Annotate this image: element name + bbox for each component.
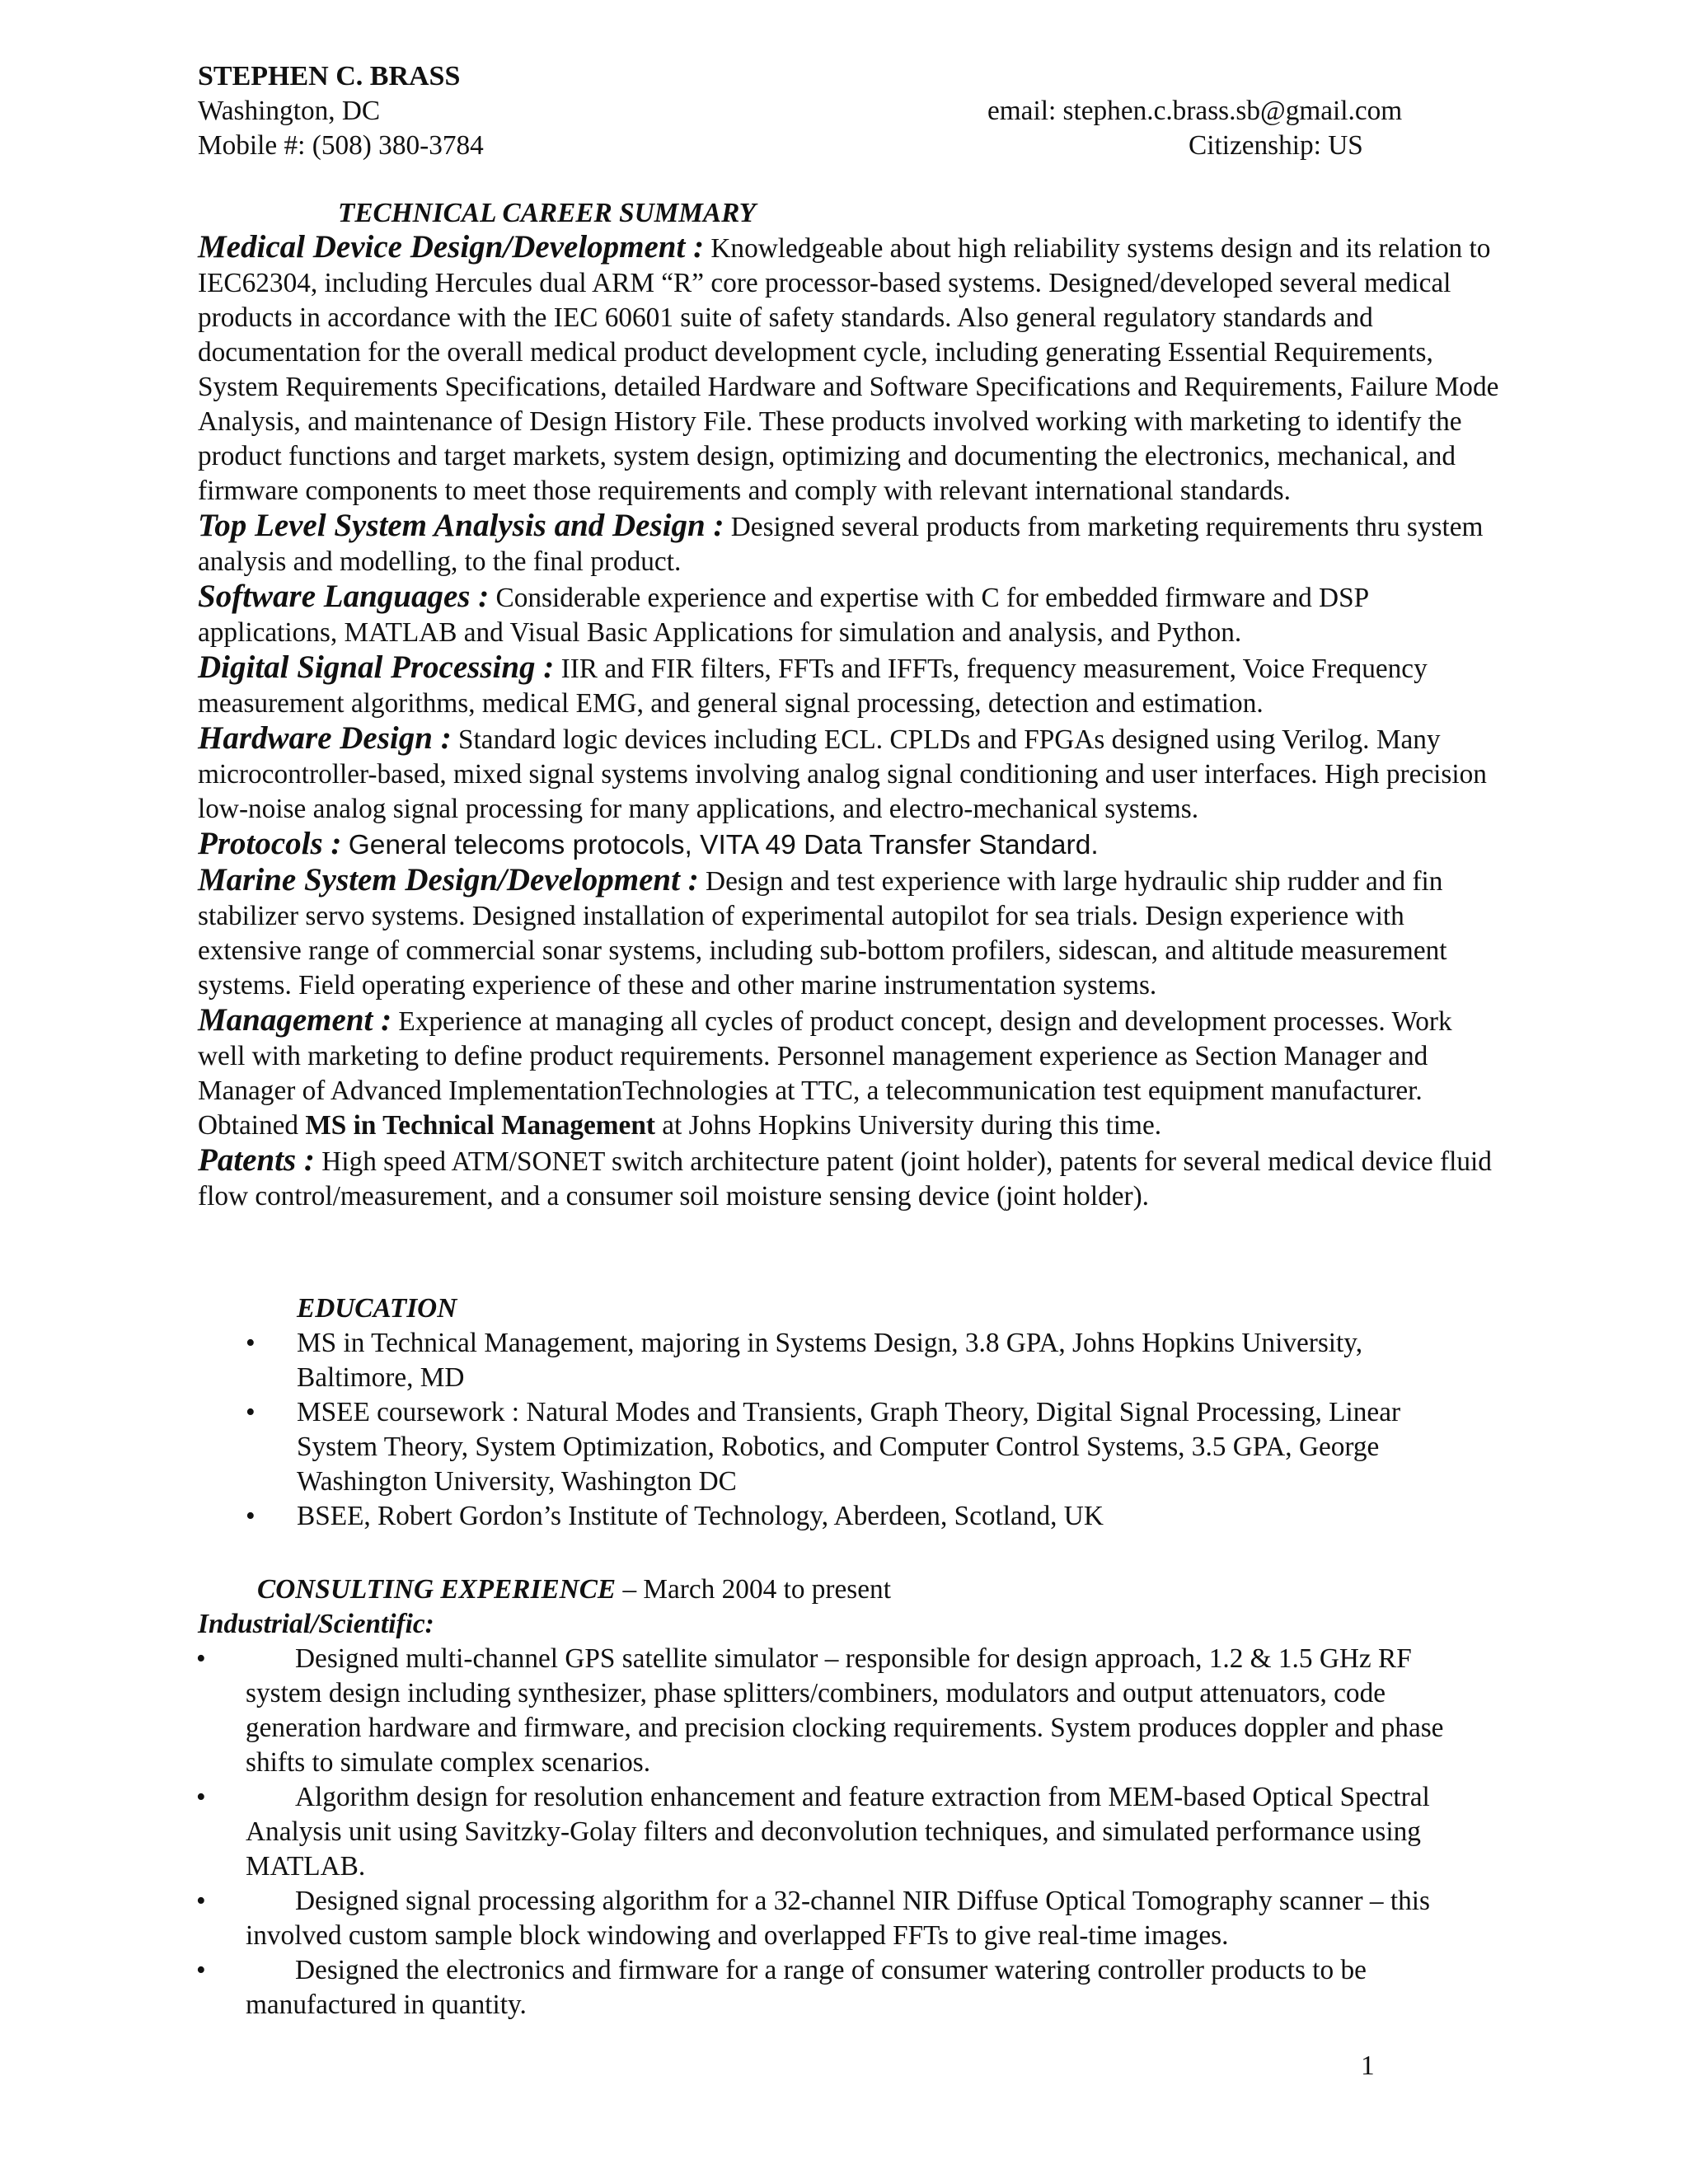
summary-term: Protocols : (198, 826, 342, 861)
bullet-icon: • (246, 1397, 256, 1427)
summary-text: IIR and FIR filters, FFTs and IFFTs, frequency measurement, Voice Frequency measurement algorithms, medical EMG, and general signal processing, detection and estimation. (198, 654, 1428, 719)
education-text: BSEE, Robert Gordon’s Institute of Technology, Aberdeen, Scotland, UK (297, 1501, 1104, 1531)
summary-term: Software Languages : (198, 579, 490, 614)
list-item (196, 1642, 1482, 1780)
summary-item (198, 650, 1500, 721)
list-item (246, 1499, 1441, 1534)
bullet-icon: • (246, 1328, 256, 1358)
section-title-summary: TECHNICAL CAREER SUMMARY (338, 198, 757, 228)
summary-term: Marine System Design/Development : (198, 862, 699, 898)
summary-term: Top Level System Analysis and Design : (198, 508, 724, 543)
mobile-number: Mobile #: (508) 380-3784 (198, 130, 484, 161)
summary-item (198, 1003, 1500, 1143)
list-item (246, 1326, 1441, 1395)
bullet-icon: • (196, 1782, 206, 1812)
list-item (196, 1953, 1482, 2022)
email-address[interactable]: email: stephen.c.brass.sb@gmail.com (987, 96, 1403, 126)
summary-item (198, 509, 1500, 579)
summary-text: Knowledgeable about high reliability systems design and its relation to IEC62304, including Hercules dual ARM “R” core processor-based systems. Designed/developed several medical products in accordance with the IEC 60601 suite of safety standards. Also general regulatory standards and documentation for the overall medical product development cycle, including generating Essential Requirements, System Requirements Specifications, detailed Hardware and Software Specifications and Requirements, Failure Mode Analysis, and maintenance of Design History File. These products involved working with marketing to identify the product functions and target markets, system design, optimizing and documenting the electronics, mechanical, and firmware components to meet those requirements and comply with relevant international standards. (198, 233, 1499, 506)
summary-text: Design and test experience with large hydraulic ship rudder and fin stabilizer servo systems. Designed installation of experimental autopilot for sea trials. Design experience with extensive range of commercial sonar systems, including sub-bottom profilers, sidescan, and altitude measurement systems. Field operating experience of these and other marine instrumentation systems. (198, 866, 1447, 1001)
list-item (196, 1884, 1482, 1953)
education-list (246, 1326, 1441, 1534)
consulting-text: Designed multi-channel GPS satellite simulator – responsible for design approach, 1.2 & 1.5 GHz RF system design including synthesizer, phase splitters/combiners, modulators and output attenuators, code generation hardware and firmware, and precision clocking requirements. System produces doppler and phase shifts to simulate complex scenarios. (246, 1643, 1444, 1778)
consulting-text: Designed signal processing algorithm for a 32-channel NIR Diffuse Optical Tomography scanner – this involved custom sample block windowing and overlapped FFTs to give real-time images. (246, 1886, 1431, 1951)
summary-item (198, 827, 1500, 863)
list-item (246, 1395, 1441, 1499)
summary-item (198, 721, 1500, 827)
summary-text: Considerable experience and expertise with C for embedded firmware and DSP applications, MATLAB and Visual Basic Applications for simulation and analysis, and Python. (198, 583, 1368, 648)
summary-text: Experience at managing all cycles of product concept, design and development processes. Work well with marketing to define product requirements. Personnel management experience as Section Manager and Manager of Advanced ImplementationTechnologies at TTC, a telecommunication test equipment manufacturer. Obtained (198, 1006, 1452, 1141)
career-summary (198, 230, 1500, 1214)
summary-bold-text: MS in Technical Management (305, 1110, 655, 1141)
summary-item (198, 863, 1500, 1003)
bullet-icon: • (196, 1955, 206, 1985)
citizenship: Citizenship: US (1189, 130, 1363, 161)
education-text: MS in Technical Management, majoring in Systems Design, 3.8 GPA, Johns Hopkins University, Baltimore, MD (297, 1328, 1363, 1393)
summary-text: Designed several products from marketing requirements thru system analysis and modelling, to the final product. (198, 512, 1484, 577)
consulting-dates: – March 2004 to present (616, 1574, 891, 1605)
bullet-icon: • (196, 1886, 206, 1916)
page-number: 1 (1361, 2050, 1375, 2081)
location: Washington, DC (198, 96, 381, 126)
summary-text: Standard logic devices including ECL. CPLDs and FPGAs designed using Verilog. Many microcontroller-based, mixed signal systems involving analog signal conditioning and user interfaces. High precision low-noise analog signal processing for many applications, and electro-mechanical systems. (198, 724, 1487, 824)
summary-term: Management : (198, 1002, 392, 1038)
consulting-list (196, 1642, 1482, 2022)
summary-term: Patents : (198, 1142, 315, 1178)
summary-item (198, 579, 1500, 650)
summary-text: High speed ATM/SONET switch architecture patent (joint holder), patents for several medical device fluid flow control/measurement, and a consumer soil moisture sensing device (joint holder). (198, 1146, 1492, 1212)
section-title-consulting (257, 1572, 891, 1607)
bullet-icon: • (246, 1501, 256, 1531)
consulting-title: CONSULTING EXPERIENCE (257, 1574, 617, 1605)
summary-term: Digital Signal Processing : (198, 649, 555, 685)
education-text: MSEE coursework : Natural Modes and Transients, Graph Theory, Digital Signal Processing, Linear System Theory, System Optimization, Robotics, and Computer Control Systems, 3.5 GPA, George Washington University, Washington DC (297, 1397, 1401, 1497)
summary-item (198, 1143, 1500, 1214)
candidate-name: STEPHEN C. BRASS (198, 61, 461, 91)
bullet-icon: • (196, 1643, 206, 1674)
summary-term: Hardware Design : (198, 720, 452, 756)
summary-term: Medical Device Design/Development : (198, 229, 705, 265)
consulting-text: Designed the electronics and firmware for a range of consumer watering controller products to be manufactured in quantity. (246, 1955, 1367, 2020)
list-item (196, 1780, 1482, 1884)
summary-text-continued: at Johns Hopkins University during this time. (654, 1110, 1162, 1141)
consulting-text: Algorithm design for resolution enhancement and feature extraction from MEM-based Optical Spectral Analysis unit using Savitzky-Golay filters and deconvolution techniques, and simulated performance using MATLAB. (246, 1782, 1430, 1882)
summary-text: General telecoms protocols, VITA 49 Data Transfer Standard. (348, 830, 1099, 860)
summary-item (198, 230, 1500, 509)
section-title-education: EDUCATION (297, 1293, 457, 1324)
consulting-subheading: Industrial/Scientific: (198, 1609, 434, 1639)
